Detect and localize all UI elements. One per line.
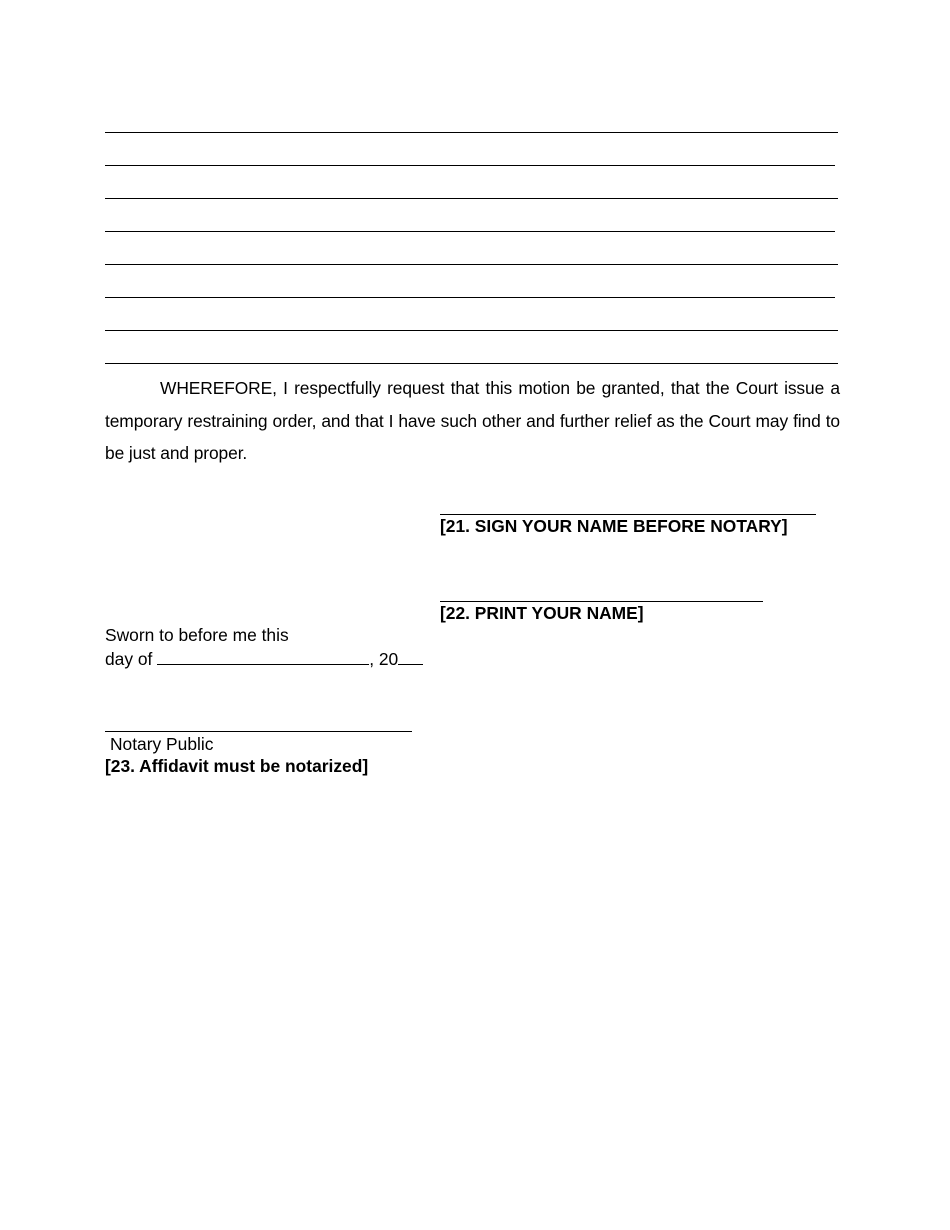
wherefore-paragraph (105, 372, 840, 470)
writing-line[interactable] (105, 231, 835, 232)
signature-line[interactable] (440, 514, 816, 515)
wherefore-text: WHEREFORE, I respectfully request that this motion be granted, that the Court issue a temporary restraining order, and that I have such other and further relief as the Court may find to be just and proper. (105, 378, 840, 463)
notarize-instruction: [23. Affidavit must be notarized] (105, 756, 369, 776)
year-blank[interactable] (398, 647, 423, 665)
day-of-label: day of (105, 649, 153, 669)
year-prefix: , 20 (369, 649, 399, 669)
notary-signature-line[interactable] (105, 731, 412, 732)
writing-line[interactable] (105, 264, 838, 265)
writing-line[interactable] (105, 165, 835, 166)
day-of-line (105, 647, 423, 670)
writing-line[interactable] (105, 297, 835, 298)
day-month-blank[interactable] (157, 647, 369, 665)
print-name-line[interactable] (440, 601, 763, 602)
writing-line[interactable] (105, 198, 838, 199)
notary-public-label: Notary Public (110, 734, 214, 754)
print-name-label: [22. PRINT YOUR NAME] (440, 603, 644, 623)
writing-line[interactable] (105, 363, 838, 364)
writing-line[interactable] (105, 330, 838, 331)
sign-name-label: [21. SIGN YOUR NAME BEFORE NOTARY] (440, 516, 788, 536)
sworn-text: Sworn to before me this (105, 625, 289, 645)
writing-line[interactable] (105, 132, 838, 133)
